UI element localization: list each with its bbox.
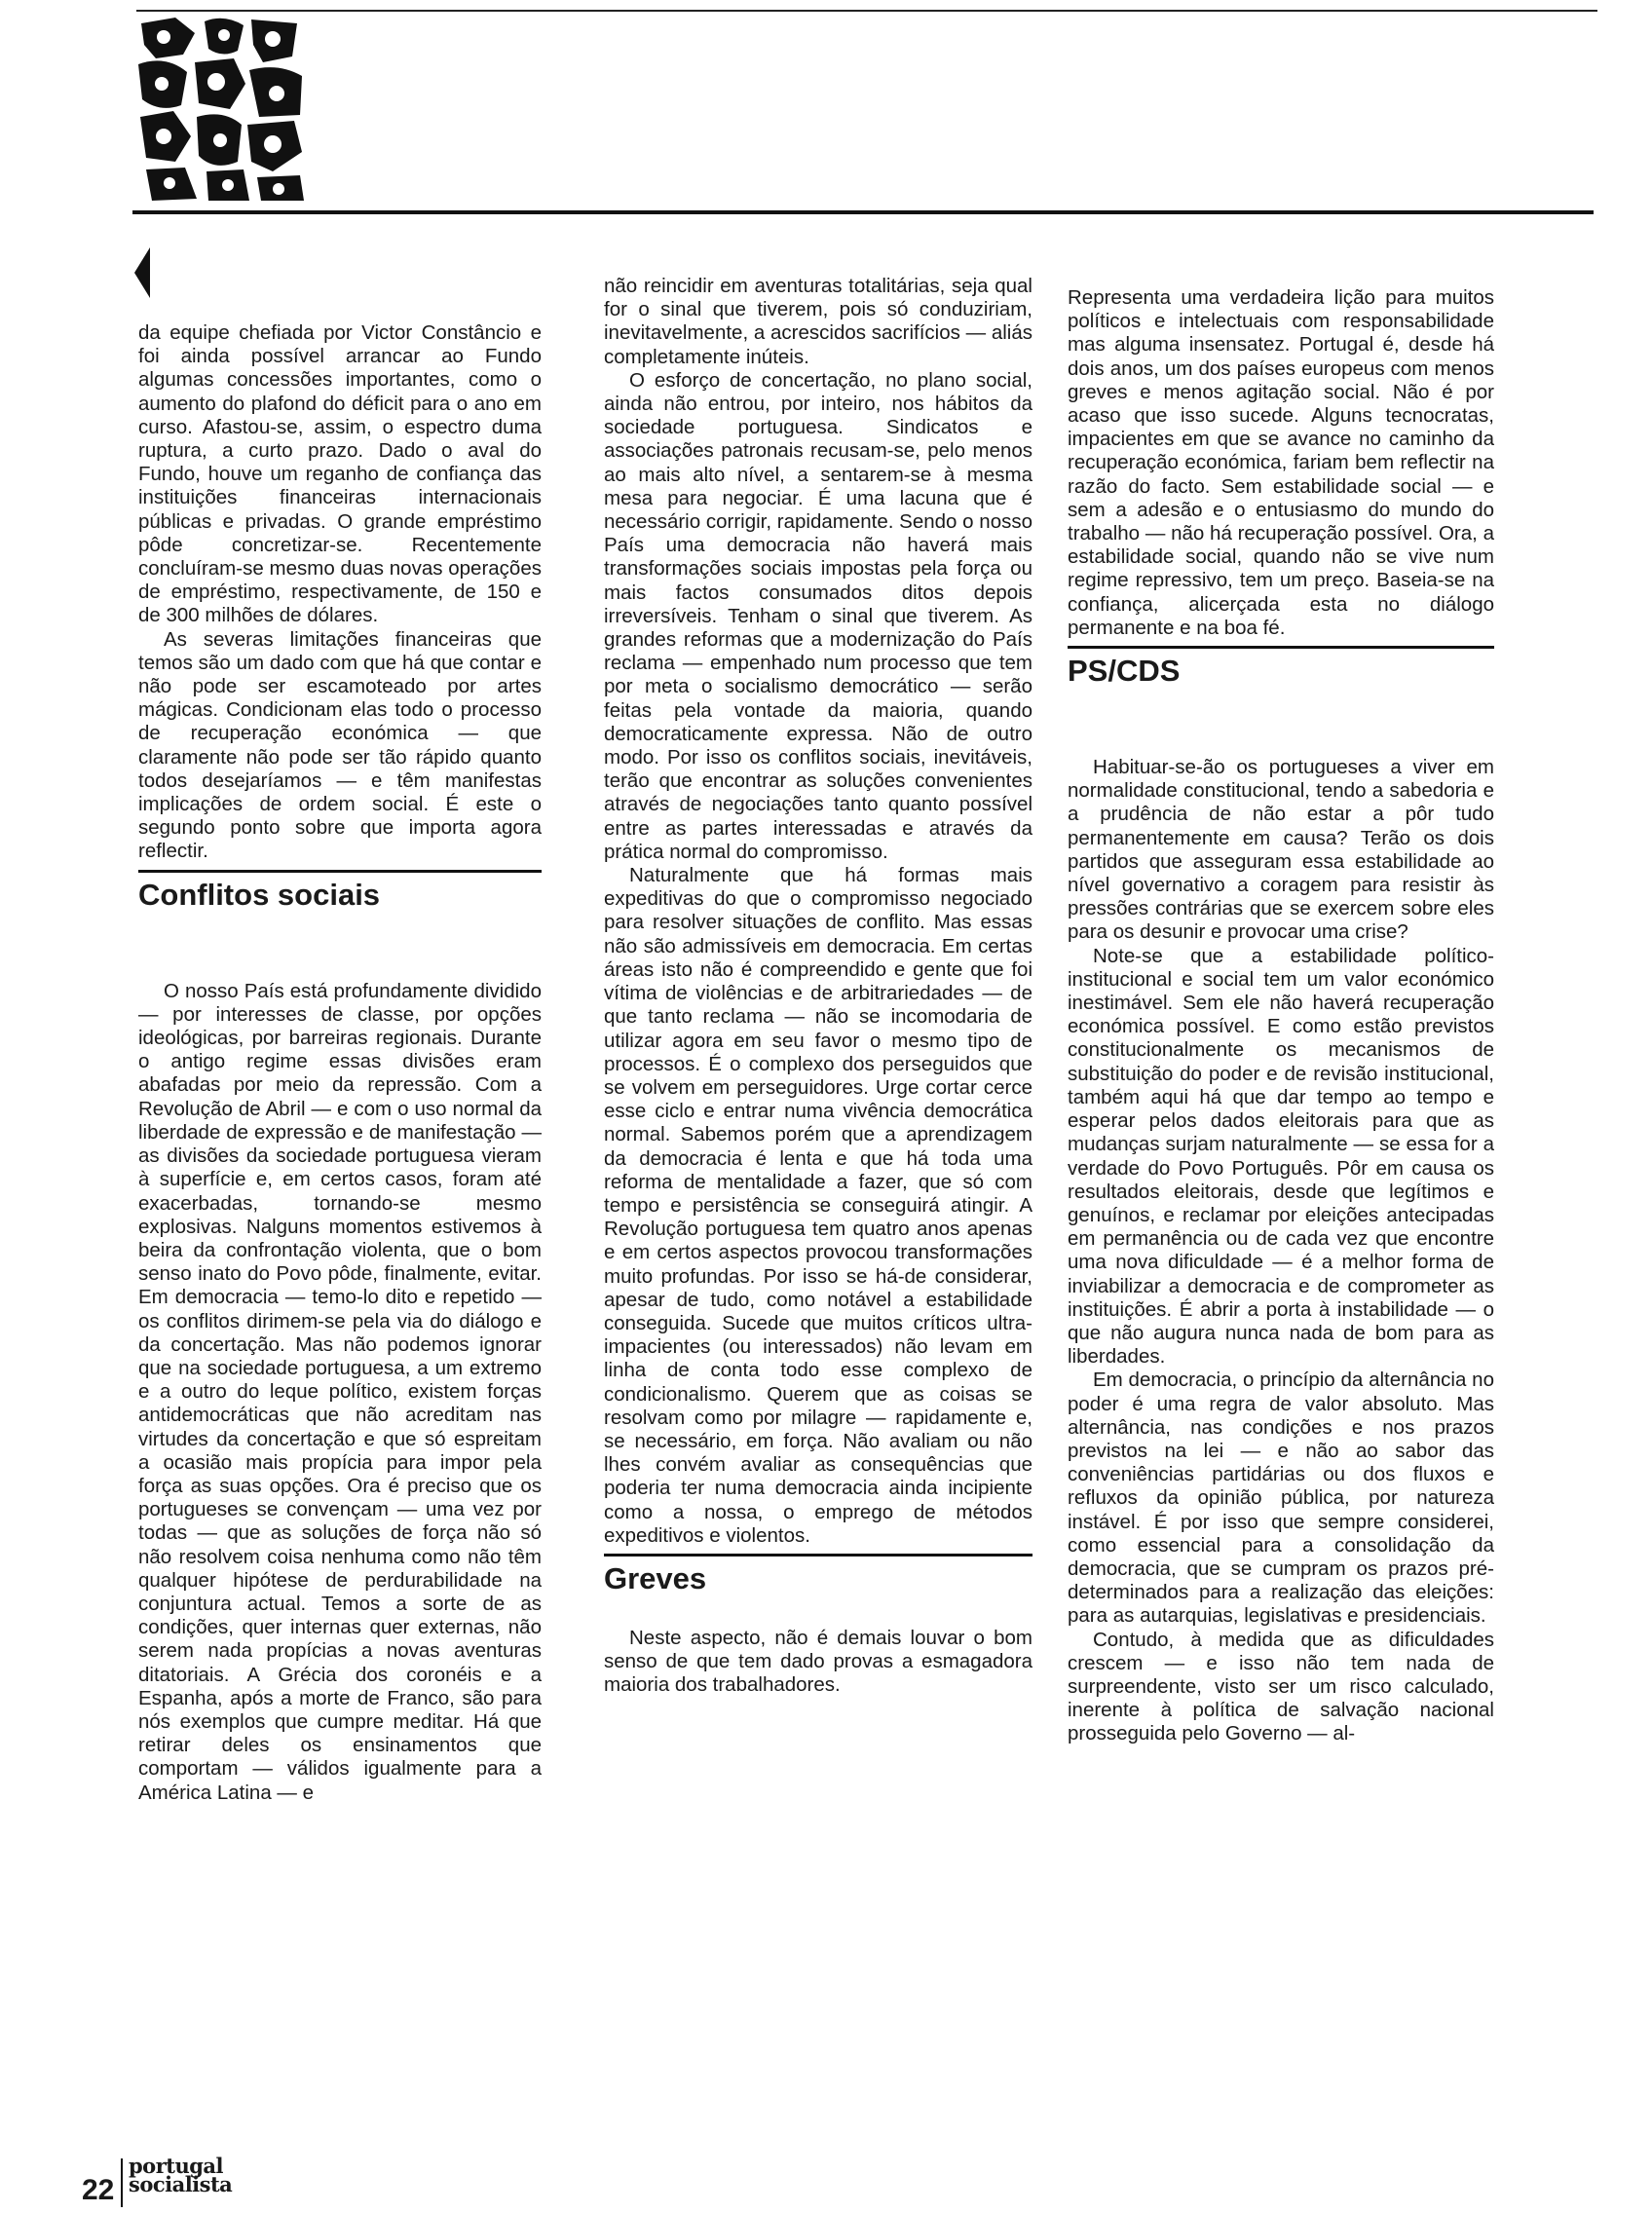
paragraph: da equipe chefiada por Victor Constâncio e foi ainda possível arrancar ao Fundo algumas concessões importantes, como o aumento do plafond do déficit para o ano em curso. Afastou-se, assim, o espectro duma ruptura, a curto prazo. Dado o aval do Fundo, houve um reganho de confiança das instituições financeiras internacionais públicas e privadas. O grande empréstimo pôde concretizar-se. Recentemente concluíram-se mesmo duas novas operações de empréstimo, respectivamente, de 150 e de 300 milhões de dólares. <box>138 321 542 627</box>
paragraph: Naturalmente que há formas mais expeditivas do que o compromisso negociado para resolver situações de conflito. Mas essas não são admissíveis em democracia. Em certas áreas isto não é compreendido e gente que foi vítima de violências e de arbitrariedades — de que tanto reclama — não se incomodaria de utilizar agora em seu favor o mesmo tipo de processos. É o complexo dos perseguidos que se volvem em perseguidores. Urge cortar cerce esse ciclo e entrar numa vivência democrática normal. Sabemos porém que a aprendizagem da democracia é lenta e que há toda uma reforma de mentalidade a fazer, que só com tempo e persistência se conseguirá atingir. A Revolução portuguesa tem quatro anos apenas e em certos aspectos provocou transformações muito profundas. Por isso se há-de considerar, apesar de tudo, como notável a estabilidade conseguida. Sucede que muitos críticos ultra-impacientes (ou interessados) não levam em linha de conta todo esse complexo de condicionalismo. Querem que as coisas se resolvam como por milagre — rapidamente e, se necessário, em força. Não avaliam ou não lhes convém avaliar as consequências que poderia ter numa democracia ainda incipiente como a nossa, o emprego de métodos expeditivos e violentos. <box>604 864 1032 1547</box>
paragraph: Note-se que a estabilidade político-institucional e social tem um valor económico inestimável. Sem ele não haverá recuperação económica possível. E como estão previstos constitucionalmente os mecanismos de substituição do poder e de revisão institucional, também aqui há que dar tempo ao tempo e esperar pelos dados eleitorais para que as mudanças surjam naturalmente — se essa for a verdade do Povo Português. Pôr em causa os resultados eleitorais, desde que legítimos e genuínos, e reclamar por eleições antecipadas em permanência ou de cada vez que encontre uma nova dificuldade — é a melhor forma de inviabilizar a democracia e de comprometer as instituições. É abrir a porta à instabilidade — o que não augura nunca nada de bom para as liberdades. <box>1068 944 1494 1369</box>
continuation-arrow-icon <box>134 247 150 298</box>
paragraph: Representa uma verdadeira lição para muitos políticos e intelectuais com responsabilidade mas alguma insensatez. Portugal é, desde há dois anos, um dos países europeus com menos greves e menos agitação social. Não é por acaso que isso sucede. Alguns tecnocratas, impacientes em que se avance no caminho da recuperação económica, fariam bem reflectir na razão do facto. Sem estabilidade social — e sem a adesão e o entusiasmo do mundo do trabalho — não há recuperação possível. Ora, a estabilidade social, quando não se vive num regime repressivo, tem um preço. Baseia-se na confiança, alicerçada esta no diálogo permanente e na boa fé. <box>1068 286 1494 639</box>
paragraph: Neste aspecto, não é demais louvar o bom senso de que tem dado provas a esmagadora maioria dos trabalhadores. <box>604 1626 1032 1697</box>
header-rule <box>132 210 1594 214</box>
publication-logo <box>129 2154 233 2196</box>
section-heading <box>138 870 542 914</box>
section-title: Greves <box>604 1560 707 1595</box>
paragraph: Em democracia, o princípio da alternância no poder é uma regra de valor absoluto. Mas alternância, nas condições e nos prazos previstos na lei — e não ao sabor das conveniências partidárias ou dos fluxos e refluxos da opinião pública, por natureza instável. É por isso que sempre considerei, como essencial para a consolidação da democracia, que se cumpram os prazos pré-determinados para a realização das eleições: para as autarquias, legislativas e presidenciais. <box>1068 1369 1494 1628</box>
paragraph: As severas limitações financeiras que temos são um dado com que há que contar e não pode ser escamoteado por artes mágicas. Condicionam elas todo o processo de recuperação económica — que claramente não pode ser tão rápido quanto todos desejaríamos — e têm manifestas implicações de ordem social. É este o segundo ponto sobre que importa agora reflectir. <box>138 627 542 863</box>
section-rule <box>138 870 542 873</box>
section-heading <box>604 1554 1032 1597</box>
column-3 <box>1068 286 1494 1746</box>
page-number: 22 <box>82 2174 115 2206</box>
paragraph: Habituar-se-ão os portugueses a viver em normalidade constitucional, tendo a sabedoria e a prudência de não estar a pôr tudo permanentemente em causa? Terão os dois partidos que asseguram essa estabilidade ao nível governativo a coragem para resistir às pressões contrárias que se exercem sobre eles para os desunir e provocar uma crise? <box>1068 756 1494 944</box>
section-heading <box>1068 646 1494 690</box>
paragraph: Contudo, à medida que as dificuldades crescem — e isso não tem nada de surpreendente, visto ser um risco calculado, inerente à política de salvação nacional prosseguida pelo Governo — al- <box>1068 1628 1494 1745</box>
top-border <box>136 10 1597 12</box>
logo-line: portugal <box>129 2154 223 2178</box>
logo-line: socialista <box>129 2172 233 2196</box>
header-photo-collage <box>136 16 304 201</box>
paragraph: O esforço de concertação, no plano social, ainda não entrou, por inteiro, nos hábitos da sociedade portuguesa. Sindicatos e associações patronais recusam-se, pelo menos ao mais alto nível, a sentarem-se à mesma mesa para negociar. É uma lacuna que é necessário corrigir, rapidamente. Sendo o nosso País uma democracia não haverá mais transformações sociais impostas pela força ou mais factos consumados ditos depois irreversíveis. Tenham o sinal que tiverem. As grandes reformas que a modernização do País reclama — empenhado num processo que tem por meta o socialismo democrático — serão feitas pela vontade da maioria, quando democraticamente expressa. Não de outro modo. Por isso os conflitos sociais, inevitáveis, terão que encontrar as soluções convenientes através de negociações tanto quanto possível entre as partes interessadas e através da prática normal do compromisso. <box>604 368 1032 863</box>
footer-divider <box>121 2158 123 2207</box>
section-rule <box>604 1554 1032 1557</box>
section-title: PS/CDS <box>1068 654 1181 689</box>
paragraph: O nosso País está profundamente dividido — por interesses de classe, por opções ideológicas, por barreiras regionais. Durante o antigo regime essas divisões eram abafadas por meio da repressão. Com a Revolução de Abril — e com o uso normal da liberdade de expressão e de manifestação — as divisões da sociedade portuguesa vieram à superfície e, em certos casos, foram até exacerbadas, tornando-se mesmo explosivas. Nalguns momentos estivemos à beira da confrontação violenta, que o bom senso inato do Povo pôde, finalmente, evitar. Em democracia — temo-lo dito e repetido — os conflitos dirimem-se pela via do diálogo e da concertação. Mas não podemos ignorar que na sociedade portuguesa, a um extremo e a outro do leque político, existem forças antidemocráticas que não acreditam nas virtudes da concertação e que só espreitam a ocasião mais propícia para impor pela força as suas opções. Ora é preciso que os portugueses se convençam — uma vez por todas — que as soluções de força não só não resolvem coisa nenhuma como não têm qualquer hipótese de perdurabilidade na conjuntura actual. Temos a sorte de as condições, quer internas quer externas, não serem nada propícias a novas aventuras ditatoriais. A Grécia dos coronéis e a Espanha, após a morte de Franco, são para nós exemplos que cumpre meditar. Há que retirar deles os ensinamentos que comportam — válidos igualmente para a América Latina — e <box>138 979 542 1804</box>
column-1 <box>138 321 542 1805</box>
column-2 <box>604 275 1032 1698</box>
section-rule <box>1068 646 1494 649</box>
paragraph: não reincidir em aventuras totalitárias, seja qual for o sinal que tiverem, pois só conduziriam, inevitavelmente, a acrescidos sacrifícios — aliás completamente inúteis. <box>604 275 1032 368</box>
section-title: Conflitos sociais <box>138 877 381 912</box>
